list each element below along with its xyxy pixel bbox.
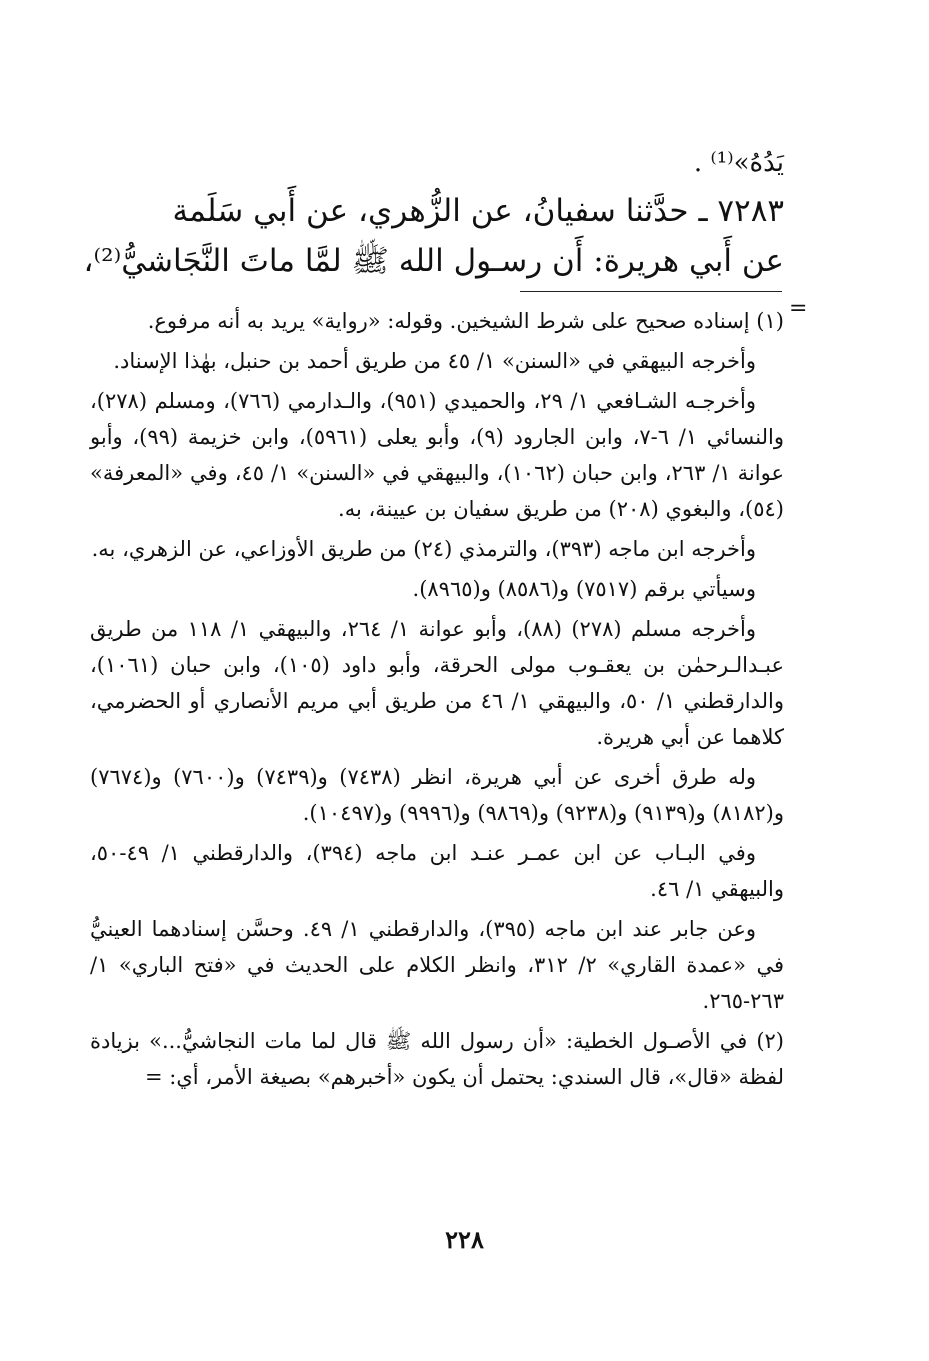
- footnote-paragraph: وله طرق أخرى عن أبي هريرة، انظر (٧٤٣٨) و(٧٤٣٩) و(٧٦٠٠) و(٧٦٧٤) و(٨١٨٢) و(٩١٣٩) و(٩٢٣٨) و(٩٨٦٩) و(٩٩٩٦) و(١٠٤٩٧).: [90, 765, 784, 825]
- footnote-paragraph: وأخرجه مسلم (٢٧٨) (٨٨)، وأبو عوانة ١/ ٢٦٤، والبيهقي ١/ ١١٨ من طريق عبـدالـرحمٰن بن يعقـوب مولى الحرقة، وأبو داود (١٠٥)، وابن حبان (١٠٦١)، والدارقطني ١/ ٥٠، والبيهقي ١/ ٤٦ من طريق أبي مريم الأنصاري أو الحضرمي، كلاهما عن أبي هريرة.: [90, 617, 784, 749]
- continuation-mark: =: [789, 296, 808, 321]
- footnote-divider: [520, 291, 782, 292]
- hadith-line-1: ٧٢٨٣ ـ حدَّثنا سفيانُ، عن الزُّهري، عن أَبي سَلَمة: [172, 193, 784, 229]
- footnotes: [90, 303, 784, 1099]
- footnote-paragraph: (٢) في الأصـول الخطية: «أن رسول الله ﷺ قال لما مات النجاشيُّ...» بزيادة لفظة «قال»، قال السندي: يحتمل أن يكون «أخبرهم» بصيغة الأمر، أي: =: [90, 1029, 784, 1089]
- footnote-paragraph: (١) إسناده صحيح على شرط الشيخين. وقوله: «رواية» يريد به أنه مرفوع.: [147, 309, 784, 333]
- page-number: ٢٢٨: [445, 1225, 484, 1254]
- hadith-line-2: عن أَبي هريرة: أَن رسـول الله ﷺ لمَّا ماتَ النَّجَاشيُّ⁽²⁾،: [83, 243, 784, 279]
- footnote-paragraph: وفي البـاب عن ابن عمـر عنـد ابن ماجه (٣٩٤)، والدارقطني ١/ ٤٩-٥٠، والبيهقي ١/ ٤٦.: [90, 841, 784, 901]
- footnote-paragraph: وعن جابر عند ابن ماجه (٣٩٥)، والدارقطني ١/ ٤٩. وحسَّن إسنادهما العينيُّ في «عمدة القاري» ٢/ ٣١٢، وانظر الكلام على الحديث في «فتح الباري» ١/ ٢٦٣-٢٦٥.: [90, 917, 784, 1013]
- main-text-line-top: يَدُهُ»⁽¹⁾ .: [693, 148, 784, 178]
- footnote-paragraph: وأخرجه ابن ماجه (٣٩٣)، والترمذي (٢٤) من طريق الأوزاعي، عن الزهري، به.: [91, 537, 756, 561]
- footnote-paragraph: وأخرجـه الشـافعي ١/ ٢٩، والحميدي (٩٥١)، والـدارمي (٧٦٦)، ومسلم (٢٧٨)، والنسائي ١/ ٦-٧، وابن الجارود (٩)، وأبو يعلى (٥٩٦١)، وابن خزيمة (٩٩)، وأبو عوانة ١/ ٢٦٣، وابن حبان (١٠٦٢)، والبيهقي في «السنن» ١/ ٤٥، وفي «المعرفة» (٥٤)، والبغوي (٢٠٨) من طريق سفيان بن عيينة، به.: [90, 389, 784, 521]
- footnote-paragraph: وسيأتي برقم (٧٥١٧) و(٨٥٨٦) و(٨٩٦٥).: [412, 577, 756, 601]
- footnote-paragraph: وأخرجه البيهقي في «السنن» ١/ ٤٥ من طريق أحمد بن حنبل، بهٰذا الإسناد.: [113, 349, 756, 373]
